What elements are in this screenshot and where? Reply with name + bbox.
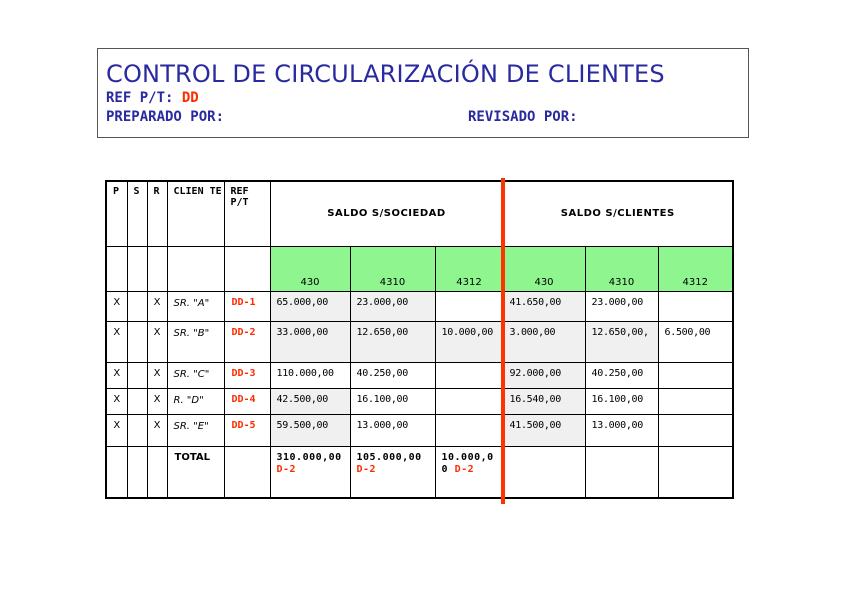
soc-430: 42.500,00: [270, 388, 350, 414]
cli-430: 41.500,00: [503, 414, 585, 446]
table-row: [106, 362, 733, 388]
total-row: [106, 446, 733, 498]
r-mark: X: [147, 291, 167, 321]
blank-cell: [106, 446, 127, 498]
s-mark: [127, 362, 147, 388]
soc-4312: [435, 414, 503, 446]
table-row: [106, 291, 733, 321]
soc-4312: [435, 388, 503, 414]
col-saldo-clientes: SALDO S/CLIENTES: [503, 181, 733, 246]
blank-cell: [503, 446, 585, 498]
client-name: SR. "C": [167, 362, 224, 388]
ref-line: [106, 90, 199, 106]
cli-430: 16.540,00: [503, 388, 585, 414]
total-4312-value-end: 0: [441, 463, 449, 475]
blank-cell: [127, 246, 147, 291]
r-mark: X: [147, 362, 167, 388]
soc-4310: 40.250,00: [350, 362, 435, 388]
col-ref: REF P/T: [224, 181, 270, 246]
s-mark: [127, 414, 147, 446]
total-430-value: 310.000,00: [276, 451, 342, 463]
account-4312-cli: 4312: [658, 246, 733, 291]
header-row: [106, 181, 733, 246]
blank-cell: [224, 246, 270, 291]
p-mark: X: [106, 321, 127, 362]
total-4310: [350, 446, 435, 498]
blank-cell: [127, 446, 147, 498]
total-4310-value: 105.000,00: [356, 451, 422, 463]
cli-430: 92.000,00: [503, 362, 585, 388]
account-430-soc: 430: [270, 246, 350, 291]
ref-code: DD-2: [224, 321, 270, 362]
total-4310-ref: D-2: [356, 463, 377, 475]
col-saldo-sociedad: SALDO S/SOCIEDAD: [270, 181, 503, 246]
ref-code: DD-5: [224, 414, 270, 446]
soc-430: 65.000,00: [270, 291, 350, 321]
soc-430: 33.000,00: [270, 321, 350, 362]
prepared-by-label: PREPARADO POR:: [106, 109, 225, 125]
table-row: [106, 388, 733, 414]
soc-4312: [435, 362, 503, 388]
soc-4310: 16.100,00: [350, 388, 435, 414]
ref-value: DD: [181, 90, 199, 106]
cli-4312: [658, 414, 733, 446]
cli-4312: [658, 291, 733, 321]
col-s: S: [127, 181, 147, 246]
ref-code: DD-4: [224, 388, 270, 414]
account-4310-cli: 4310: [585, 246, 658, 291]
divider-line: [501, 178, 505, 504]
blank-cell: [658, 446, 733, 498]
total-4312-ref: D-2: [454, 463, 475, 475]
client-name: SR. "E": [167, 414, 224, 446]
account-4312-soc: 4312: [435, 246, 503, 291]
cli-4310: 40.250,00: [585, 362, 658, 388]
blank-cell: [167, 246, 224, 291]
cli-4310: 12.650,00,: [585, 321, 658, 362]
soc-4310: 12.650,00: [350, 321, 435, 362]
s-mark: [127, 291, 147, 321]
blank-cell: [585, 446, 658, 498]
cli-4310: 16.100,00: [585, 388, 658, 414]
cli-4312: [658, 388, 733, 414]
ref-label: REF P/T:: [106, 90, 174, 106]
total-430-ref: D-2: [276, 463, 297, 475]
client-name: SR. "A": [167, 291, 224, 321]
s-mark: [127, 388, 147, 414]
total-label: TOTAL: [167, 446, 224, 498]
col-client: CLIEN TE: [167, 181, 224, 246]
client-name: R. "D": [167, 388, 224, 414]
total-4312: [435, 446, 503, 498]
total-4312-value: 10.000,0: [441, 451, 494, 463]
header-box: [97, 48, 749, 138]
r-mark: X: [147, 321, 167, 362]
ref-code: DD-1: [224, 291, 270, 321]
account-row: [106, 246, 733, 291]
ref-code: DD-3: [224, 362, 270, 388]
soc-4310: 23.000,00: [350, 291, 435, 321]
s-mark: [127, 321, 147, 362]
cli-4312: 6.500,00: [658, 321, 733, 362]
col-r: R: [147, 181, 167, 246]
blank-cell: [106, 246, 127, 291]
cli-4310: 23.000,00: [585, 291, 658, 321]
cli-4310: 13.000,00: [585, 414, 658, 446]
soc-430: 110.000,00: [270, 362, 350, 388]
soc-430: 59.500,00: [270, 414, 350, 446]
blank-cell: [147, 446, 167, 498]
cli-430: 41.650,00: [503, 291, 585, 321]
table-row: [106, 414, 733, 446]
account-4310-soc: 4310: [350, 246, 435, 291]
p-mark: X: [106, 414, 127, 446]
soc-4312: [435, 291, 503, 321]
blank-cell: [224, 446, 270, 498]
page-title: CONTROL DE CIRCULARIZACIÓN DE CLIENTES: [106, 60, 665, 88]
r-mark: X: [147, 414, 167, 446]
r-mark: X: [147, 388, 167, 414]
client-name: SR. "B": [167, 321, 224, 362]
account-430-cli: 430: [503, 246, 585, 291]
blank-cell: [147, 246, 167, 291]
col-p: P: [106, 181, 127, 246]
soc-4312: 10.000,00: [435, 321, 503, 362]
p-mark: X: [106, 291, 127, 321]
total-430: [270, 446, 350, 498]
p-mark: X: [106, 388, 127, 414]
reviewed-by-label: REVISADO POR:: [468, 109, 578, 125]
circularization-table: [105, 180, 734, 499]
table-row: [106, 321, 733, 362]
p-mark: X: [106, 362, 127, 388]
cli-4312: [658, 362, 733, 388]
total-4312-line2: [442, 464, 503, 476]
soc-4310: 13.000,00: [350, 414, 435, 446]
cli-430: 3.000,00: [503, 321, 585, 362]
